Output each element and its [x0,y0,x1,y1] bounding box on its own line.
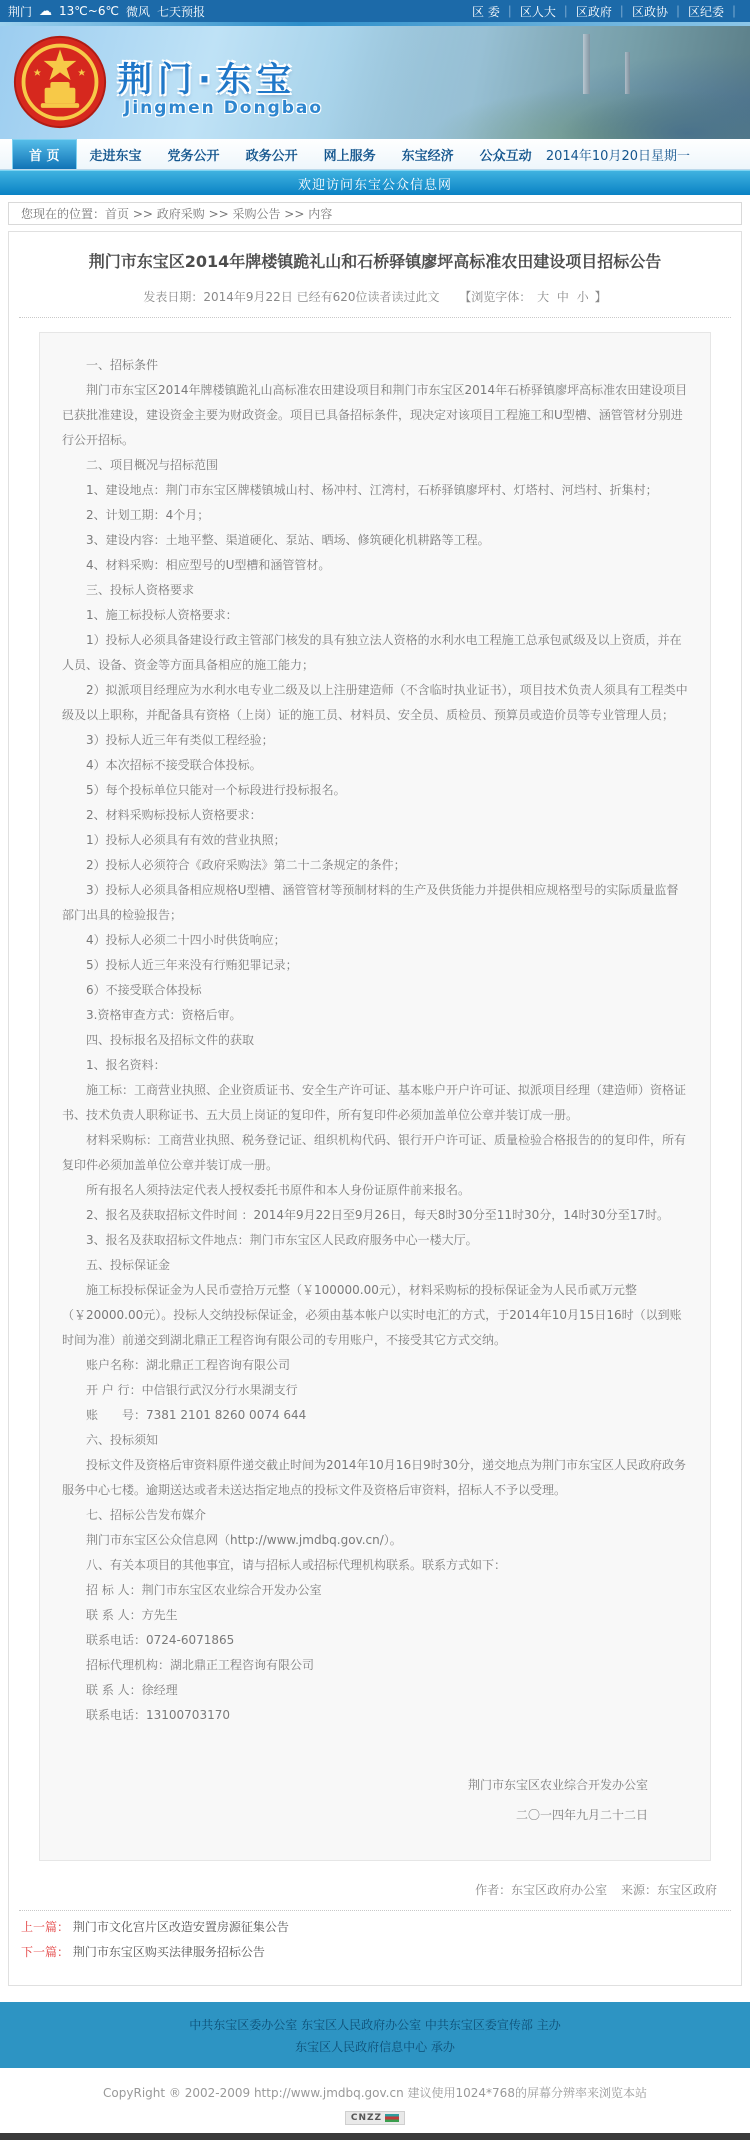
nav-tab-economy[interactable]: 东宝经济 [401,148,454,164]
article-paragraph: 3）投标人近三年有类似工程经验； [86,733,274,747]
article-paragraph: 联 系 人：方先生 [86,1608,178,1622]
signoff-date: 二〇一四年九月二十二日 [515,1808,648,1822]
gov-links [470,3,742,20]
footer-sponsor-band [0,2002,750,2068]
article-paragraph: 2）投标人必须符合《政府采购法》第二十二条规定的条件； [86,858,406,872]
prev-article-link[interactable]: 荆门市文化宫片区改造安置房源征集公告 [72,1920,289,1934]
city-label: 荆门 [8,4,33,19]
article-paragraph: 1）投标人必须具备建设行政主管部门核发的具有独立法人资格的水利水电工程施工总承包贰级及以上资质，并在人员、设备、资金等方面具备相应的施工能力； [62,633,682,672]
font-size-prefix: 【浏览字体： [459,290,532,304]
article-paragraph: 联系电话：0724-6071865 [86,1633,235,1647]
article-body [39,332,711,1861]
article-paragraph: 施工标投标保证金为人民币壹拾万元整（￥100000.00元），材料采购标的投标保证金为人民币贰万元整（￥20000.00元）。投标人交纳投标保证金，必须由基本帐户以实时电汇的方式，于2014年10月15日16时（以到账时间为准）前递交到湖北鼎正工程咨询有限公司的专用账户，不接受其它方式交纳。 [62,1283,682,1347]
national-emblem-logo [12,34,108,130]
gov-link[interactable]: 区政府 ｜ [574,3,630,20]
breadcrumb-path[interactable]: 首页 >> 政府采购 >> 采购公告 >> 内容 [105,207,333,221]
article-paragraph: 荆门市东宝区公众信息网（http://www.jmdbq.gov.cn/）。 [86,1533,402,1547]
next-article-link[interactable]: 荆门市东宝区购买法律服务招标公告 [72,1945,265,1959]
article-paragraph: 一、招标条件 [86,358,159,372]
cnzz-stats-badge[interactable] [345,2111,405,2125]
site-title: 荆门·东宝 [118,60,297,100]
article-paragraph: 八、有关本项目的其他事宜，请与招标人或招标代理机构联系。联系方式如下： [86,1558,507,1572]
article-paragraph: 6）不接受联合体投标 [86,983,202,997]
prev-article-label: 上一篇： [21,1920,70,1934]
article-paragraph: 5）每个投标单位只能对一个标段进行投标报名。 [86,783,346,797]
forecast-link[interactable]: 七天预报 [156,4,205,19]
article-paragraph: 招 标 人：荆门市东宝区农业综合开发办公室 [86,1583,322,1597]
nav-tab-party-affairs[interactable]: 党务公开 [167,148,220,164]
bottom-border-strip [0,2133,750,2140]
weather-cloud-icon: ☁ [39,3,53,19]
article-paragraph: 2、计划工期：4个月； [86,508,210,522]
cnzz-label: CNZZ [350,2113,383,2123]
article-paragraph: 3.资格审查方式：资格后审。 [86,1008,242,1022]
nav-tab-home[interactable]: 首 页 [12,139,77,169]
article-pagination [9,1911,741,1975]
article-paragraph: 施工标：工商营业执照、企业资质证书、安全生产许可证、基本账户开户许可证、拟派项目经理（建造师）资格证书、技术负责人职称证书、五大员上岗证的复印件，所有复印件必须加盖单位公章并装订成一册。 [62,1083,687,1122]
temperature-label: 13℃~6℃ [59,4,119,18]
article-paragraph: 账户名称：湖北鼎正工程咨询有限公司 [86,1358,291,1372]
nav-tab-gov-affairs[interactable]: 政务公开 [245,148,298,164]
gov-link[interactable]: 区 委 ｜ [470,3,518,20]
article-paragraph: 开 户 行：中信银行武汉分行水果湖支行 [86,1383,298,1397]
article-paragraph: 账 号：7381 2101 8260 0074 644 [86,1408,307,1422]
article-paragraph: 投标文件及资格后审资料原件递交截止时间为2014年10月16日9时30分，递交地点为荆门市东宝区人民政府政务服务中心七楼。逾期送达或者未送达指定地点的投标文件及资格后审资料，招标人不予以受理。 [62,1458,686,1497]
article-paragraph: 招标代理机构：湖北鼎正工程咨询有限公司 [86,1658,315,1672]
banner-chimney-detail-2 [625,52,630,94]
article-paragraph: 1）投标人必须具有有效的营业执照； [86,833,286,847]
divider [19,317,731,318]
article-paragraph: 2、材料采购标投标人资格要求： [86,808,262,822]
welcome-marquee: 欢迎访问东宝公众信息网 [0,170,750,195]
article-paragraph: 4、材料采购：相应型号的U型槽和涵管管材。 [86,558,331,572]
font-size-suffix: 】 [594,290,607,304]
article-paragraph: 七、招标公告发布媒介 [86,1508,207,1522]
footer-line-1: 中共东宝区委办公室 东宝区人民政府办公室 中共东宝区委宣传部 主办 [189,2018,561,2032]
nav-tab-online-services[interactable]: 网上服务 [323,148,376,164]
article-paragraph: 所有报名人须持法定代表人授权委托书原件和本人身份证原件前来报名。 [86,1183,471,1197]
footer-line-2: 东宝区人民政府信息中心 承办 [295,2040,455,2054]
article-paragraph: 四、投标报名及招标文件的获取 [86,1033,255,1047]
wind-label: 微风 [125,4,150,19]
author-label: 作者：东宝区政府办公室 [475,1883,608,1897]
source-label: 来源：东宝区政府 [620,1883,717,1897]
article-paragraph: 1、报名资料： [86,1058,166,1072]
nav-tab-about[interactable]: 走进东宝 [89,148,142,164]
article-paragraph: 材料采购标：工商营业执照、税务登记证、组织机构代码、银行开户许可证、质量检验合格报告的的复印件，所有复印件必须加盖单位公章并装订成一册。 [62,1133,687,1172]
page-title: 荆门市东宝区2014年牌楼镇跪礼山和石桥驿镇廖坪高标准农田建设项目招标公告 [88,252,662,271]
banner-landscape-photo [330,26,750,139]
article-paragraph: 2）拟派项目经理应为水利水电专业二级及以上注册建造师（不含临时执业证书），项目技术负责人须具有工程类中级及以上职称，并配备具有资格（上岗）证的施工员、材料员、安全员、质检员、预算员或造价员等专业管理人员； [62,683,688,722]
article-container [8,231,742,1986]
gov-link[interactable]: 区政协 ｜ [630,3,686,20]
article-paragraph: 联系电话：13100703170 [86,1708,230,1722]
article-paragraph: 六、投标须知 [86,1433,159,1447]
breadcrumb-label: 您现在的位置： [21,207,106,221]
main-navigation [0,139,750,170]
article-paragraph: 2、报名及获取招标文件时间 ：2014年9月22日至9月26日，每天8时30分至11时30分，14时30分至17时。 [86,1208,670,1222]
signature-block [62,1770,688,1830]
publish-info: 发表日期：2014年9月22日 已经有620位读者读过此文 [143,290,440,304]
next-article-label: 下一篇： [21,1945,70,1959]
article-paragraph: 3、报名及获取招标文件地点：荆门市东宝区人民政府服务中心一楼大厅。 [86,1233,478,1247]
article-meta [9,280,741,317]
banner-chimney-detail [583,34,590,94]
article-paragraph: 3、建设内容：土地平整、渠道硬化、泵站、晒场、修筑硬化机耕路等工程。 [86,533,490,547]
article-paragraph: 1、施工标投标人资格要求： [86,608,238,622]
nav-tab-public-interaction[interactable]: 公众互动 [479,148,532,164]
author-source-line [9,1871,741,1910]
breadcrumb [8,202,742,225]
article-paragraph: 5）投标人近三年来没有行贿犯罪记录； [86,958,298,972]
signoff-organization: 荆门市东宝区农业综合开发办公室 [467,1778,648,1792]
article-paragraph: 4）本次招标不接受联合体投标。 [86,758,262,772]
article-paragraph: 五、投标保证金 [86,1258,171,1272]
article-paragraph: 联 系 人：徐经理 [86,1683,178,1697]
gov-link[interactable]: 区人大 ｜ [518,3,574,20]
font-size-small-button[interactable]: 小 [576,290,589,304]
article-paragraph: 荆门市东宝区2014年牌楼镇跪礼山高标准农田建设项目和荆门市东宝区2014年石桥驿镇廖坪高标准农田建设项目已获批准建设，建设资金主要为财政资金。项目已具备招标条件，现决定对该项目工程施工和U型槽、涵管管材分别进行公开招标。 [62,383,688,447]
site-title-english: Jingmen Dongbao [124,98,324,118]
cnzz-bars-icon [385,2114,399,2122]
gov-link[interactable]: 区纪委 ｜ [686,3,742,20]
article-paragraph: 3）投标人必须具备相应规格U型槽、涵管管材等预制材料的生产及供货能力并提供相应规格型号的实际质量监督部门出具的检验报告； [62,883,679,922]
article-paragraph: 4）投标人必须二十四小时供货响应； [86,933,286,947]
article-paragraph: 三、投标人资格要求 [86,583,195,597]
copyright-notice: CopyRight ® 2002-2009 http://www.jmdbq.gov.cn 建议使用1024*768的屏幕分辨率来浏览本站 [103,2086,647,2100]
article-paragraph: 二、项目概况与招标范围 [86,458,219,472]
site-banner [0,26,750,139]
font-size-medium-button[interactable]: 中 [556,290,569,304]
font-size-large-button[interactable]: 大 [537,290,550,304]
top-utility-bar [0,0,750,22]
article-paragraph: 1、建设地点：荆门市东宝区牌楼镇城山村、杨冲村、江湾村，石桥驿镇廖坪村、灯塔村、河垱村、折集村； [86,483,658,497]
current-date: 2014年10月20日星期一 [545,148,690,164]
